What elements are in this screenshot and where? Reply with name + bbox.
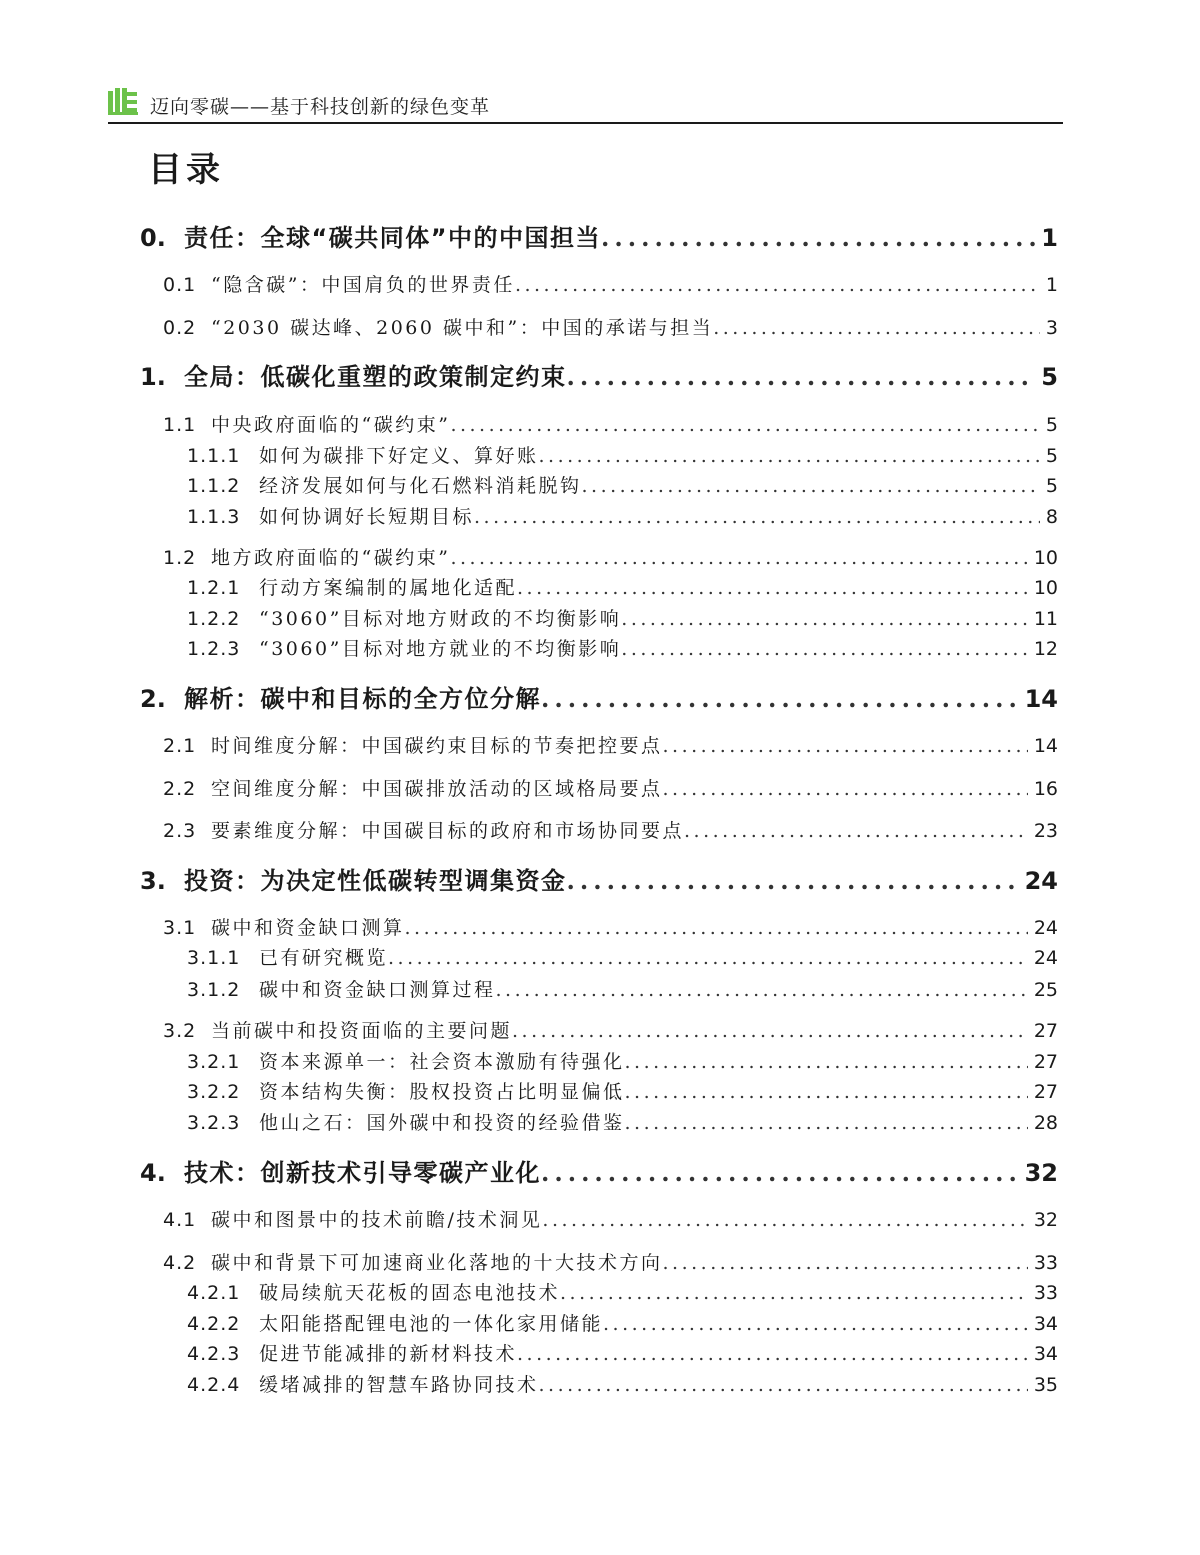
toc-dot-leader (515, 274, 1040, 296)
toc-entry-1[interactable] (140, 357, 1058, 391)
toc-dot-leader (517, 1343, 1028, 1365)
toc-dot-leader (542, 1209, 1027, 1231)
toc-page-number: 34 (1033, 1343, 1058, 1365)
toc-entry-title: 地方政府面临的“碳约束” (211, 547, 451, 569)
toc-entry-1-2-1[interactable] (187, 573, 1058, 601)
toc-entry-title: 要素维度分解：中国碳目标的政府和市场协同要点 (211, 820, 685, 842)
toc-entry-4[interactable] (140, 1153, 1058, 1187)
toc-entry-title: 解析：碳中和目标的全方位分解 (184, 685, 541, 713)
toc-entry-number: 3. (140, 867, 166, 895)
toc-entry-1-1[interactable] (163, 410, 1058, 438)
toc-dot-leader (405, 917, 1028, 939)
toc-page-number: 5 (1045, 445, 1058, 467)
toc-page-number: 5 (1045, 475, 1058, 497)
toc-dot-leader (541, 1158, 1019, 1187)
toc-page-number: 34 (1033, 1313, 1058, 1335)
toc-page-number: 27 (1033, 1081, 1058, 1103)
toc-entry-number: 4.2.3 (187, 1343, 241, 1365)
toc-dot-leader (663, 735, 1028, 757)
toc-dot-leader (663, 778, 1028, 800)
toc-entry-title: 时间维度分解：中国碳约束目标的节奏把控要点 (211, 735, 663, 757)
toc-entry-0-2[interactable] (163, 313, 1058, 341)
toc-dot-leader (541, 684, 1019, 713)
toc-dot-leader (517, 577, 1028, 599)
toc-page-number: 24 (1033, 917, 1058, 939)
toc-page-number: 12 (1033, 638, 1058, 660)
toc-entry-number: 4.2 (163, 1252, 197, 1274)
toc-entry-1-1-1[interactable] (187, 441, 1058, 469)
toc-dot-leader (621, 638, 1028, 660)
toc-page-number: 35 (1033, 1374, 1058, 1396)
toc-entry-number: 3.1.2 (187, 979, 241, 1001)
toc-entry-title: “3060”目标对地方就业的不均衡影响 (259, 638, 622, 660)
toc-dot-leader (625, 1081, 1028, 1103)
toc-entry-title: 碳中和资金缺口测算 (211, 917, 405, 939)
toc-entry-3-2-1[interactable] (187, 1047, 1058, 1075)
toc-entry-title: 缓堵减排的智慧车路协同技术 (259, 1374, 539, 1396)
logo-icon (108, 88, 138, 116)
toc-entry-title: 已有研究概览 (259, 947, 389, 969)
toc-entry-title: 碳中和背景下可加速商业化落地的十大技术方向 (211, 1252, 663, 1274)
toc-dot-leader (684, 820, 1028, 842)
toc-dot-leader (603, 1313, 1028, 1335)
toc-page-number: 24 (1033, 947, 1058, 969)
toc-entry-3-1[interactable] (163, 913, 1058, 941)
toc-entry-2-3[interactable] (163, 816, 1058, 844)
toc-entry-2-1[interactable] (163, 731, 1058, 759)
toc-dot-leader (663, 1252, 1028, 1274)
toc-entry-number: 1.2.2 (187, 608, 241, 630)
toc-entry-title: 资本结构失衡：股权投资占比明显偏低 (259, 1081, 625, 1103)
toc-entry-number: 4.2.4 (187, 1374, 241, 1396)
toc-page-number: 14 (1033, 735, 1058, 757)
toc-page-number: 33 (1033, 1282, 1058, 1304)
toc-entry-4-2[interactable] (163, 1248, 1058, 1276)
toc-entry-0-1[interactable] (163, 270, 1058, 298)
toc-entry-1-1-2[interactable] (187, 471, 1058, 499)
toc-entry-3[interactable] (140, 861, 1058, 895)
toc-entry-1-1-3[interactable] (187, 502, 1058, 530)
toc-entry-title: 投资：为决定性低碳转型调集资金 (184, 867, 567, 895)
toc-entry-number: 2.2 (163, 778, 197, 800)
toc-entry-2[interactable] (140, 679, 1058, 713)
header-title: 迈向零碳——基于科技创新的绿色变革 (150, 96, 491, 118)
toc-page-number: 10 (1033, 577, 1058, 599)
toc-entry-3-1-1[interactable] (187, 943, 1058, 971)
toc-dot-leader (450, 414, 1039, 436)
toc-entry-number: 3.1 (163, 917, 197, 939)
toc-entry-1-2[interactable] (163, 543, 1058, 571)
toc-entry-title: 全局：低碳化重塑的政策制定约束 (184, 363, 567, 391)
toc-entry-title: 破局续航天花板的固态电池技术 (259, 1282, 561, 1304)
toc-entry-title: 经济发展如何与化石燃料消耗脱钩 (259, 475, 582, 497)
toc-entry-title: 资本来源单一：社会资本激励有待强化 (259, 1051, 625, 1073)
toc-page-number: 1 (1041, 224, 1058, 252)
toc-entry-number: 2. (140, 685, 166, 713)
toc-page-number: 27 (1033, 1020, 1058, 1042)
toc-entry-3-2-3[interactable] (187, 1108, 1058, 1136)
toc-entry-number: 3.1.1 (187, 947, 241, 969)
toc-entry-title: 责任：全球“碳共同体”中的中国担当 (184, 224, 602, 252)
toc-page-number: 14 (1024, 685, 1058, 713)
toc-entry-1-2-3[interactable] (187, 634, 1058, 662)
toc-entry-number: 2.1 (163, 735, 197, 757)
toc-entry-title: 太阳能搭配锂电池的一体化家用储能 (259, 1313, 604, 1335)
toc-page-number: 1 (1045, 274, 1058, 296)
toc-dot-leader (567, 866, 1019, 895)
toc-entry-number: 1.1.2 (187, 475, 241, 497)
toc-entry-number: 3.2.3 (187, 1112, 241, 1134)
toc-dot-leader (450, 547, 1027, 569)
toc-entry-title: 碳中和资金缺口测算过程 (259, 979, 496, 1001)
toc-entry-number: 1.1 (163, 414, 197, 436)
toc-entry-4-2-1[interactable] (187, 1278, 1058, 1306)
toc-dot-leader (621, 608, 1028, 630)
toc-entry-number: 1. (140, 363, 166, 391)
toc-entry-number: 4.1 (163, 1209, 197, 1231)
toc-entry-4-2-4[interactable] (187, 1370, 1058, 1398)
toc-dot-leader (601, 223, 1035, 252)
toc-entry-title: 中央政府面临的“碳约束” (211, 414, 451, 436)
toc-entry-number: 3.2.1 (187, 1051, 241, 1073)
toc-entry-title: 如何协调好长短期目标 (259, 506, 475, 528)
toc-dot-leader (512, 1020, 1028, 1042)
toc-entry-number: 3.2 (163, 1020, 197, 1042)
toc-entry-3-2-2[interactable] (187, 1077, 1058, 1105)
toc-entry-number: 1.2.1 (187, 577, 241, 599)
toc-entry-4-2-3[interactable] (187, 1339, 1058, 1367)
toc-entry-number: 0.1 (163, 274, 197, 296)
toc-entry-3-2[interactable] (163, 1016, 1058, 1044)
toc-page-number: 28 (1033, 1112, 1058, 1134)
toc-page-number: 23 (1033, 820, 1058, 842)
toc-dot-leader (388, 947, 1028, 969)
toc-page-number: 5 (1041, 363, 1058, 391)
toc-page-number: 3 (1045, 317, 1058, 339)
toc-entry-title: 他山之石：国外碳中和投资的经验借鉴 (259, 1112, 625, 1134)
toc-entry-4-2-2[interactable] (187, 1309, 1058, 1337)
toc-entry-number: 4. (140, 1159, 166, 1187)
toc-dot-leader (567, 362, 1036, 391)
toc-page-number: 8 (1045, 506, 1058, 528)
toc-entry-number: 0. (140, 224, 166, 252)
toc-entry-3-1-2[interactable] (187, 975, 1058, 1003)
toc-dot-leader (474, 506, 1040, 528)
toc-entry-number: 1.2.3 (187, 638, 241, 660)
toc-entry-title: 促进节能减排的新材料技术 (259, 1343, 518, 1365)
toc-dot-leader (582, 475, 1040, 497)
toc-page-number: 24 (1024, 867, 1058, 895)
toc-entry-number: 1.1.3 (187, 506, 241, 528)
toc-page-number: 5 (1045, 414, 1058, 436)
toc-entry-title: “3060”目标对地方财政的不均衡影响 (259, 608, 622, 630)
toc-entry-number: 1.2 (163, 547, 197, 569)
toc-page-number: 16 (1033, 778, 1058, 800)
toc-entry-title: 空间维度分解：中国碳排放活动的区域格局要点 (211, 778, 663, 800)
toc-entry-number: 0.2 (163, 317, 197, 339)
toc-entry-1-2-2[interactable] (187, 604, 1058, 632)
toc-entry-2-2[interactable] (163, 774, 1058, 802)
toc-dot-leader (496, 979, 1028, 1001)
toc-page-number: 25 (1033, 979, 1058, 1001)
toc-page-number: 33 (1033, 1252, 1058, 1274)
toc-entry-number: 2.3 (163, 820, 197, 842)
toc-entry-4-1[interactable] (163, 1205, 1058, 1233)
toc-entry-number: 3.2.2 (187, 1081, 241, 1103)
toc-dot-leader (539, 445, 1040, 467)
toc-dot-leader (625, 1112, 1028, 1134)
page-header (108, 86, 1063, 124)
toc-dot-leader (539, 1374, 1028, 1396)
toc-entry-title: “隐含碳”：中国肩负的世界责任 (211, 274, 515, 296)
toc-entry-number: 4.2.2 (187, 1313, 241, 1335)
toc-title: 目录 (148, 150, 224, 190)
toc-entry-title: “2030 碳达峰、2060 碳中和”：中国的承诺与担当 (211, 317, 714, 339)
toc-entry-title: 碳中和图景中的技术前瞻/技术洞见 (211, 1209, 543, 1231)
toc-dot-leader (625, 1051, 1028, 1073)
toc-page-number: 32 (1033, 1209, 1058, 1231)
toc-page-number: 11 (1033, 608, 1058, 630)
toc-entry-title: 当前碳中和投资面临的主要问题 (211, 1020, 513, 1042)
toc-entry-number: 1.1.1 (187, 445, 241, 467)
toc-page-number: 27 (1033, 1051, 1058, 1073)
toc-dot-leader (713, 317, 1040, 339)
toc-entry-title: 技术：创新技术引导零碳产业化 (184, 1159, 541, 1187)
toc-entry-number: 4.2.1 (187, 1282, 241, 1304)
toc-page-number: 32 (1024, 1159, 1058, 1187)
toc-entry-title: 如何为碳排下好定义、算好账 (259, 445, 539, 467)
toc-dot-leader (560, 1282, 1028, 1304)
toc-entry-0[interactable] (140, 218, 1058, 252)
toc-entry-title: 行动方案编制的属地化适配 (259, 577, 518, 599)
toc-page-number: 10 (1033, 547, 1058, 569)
